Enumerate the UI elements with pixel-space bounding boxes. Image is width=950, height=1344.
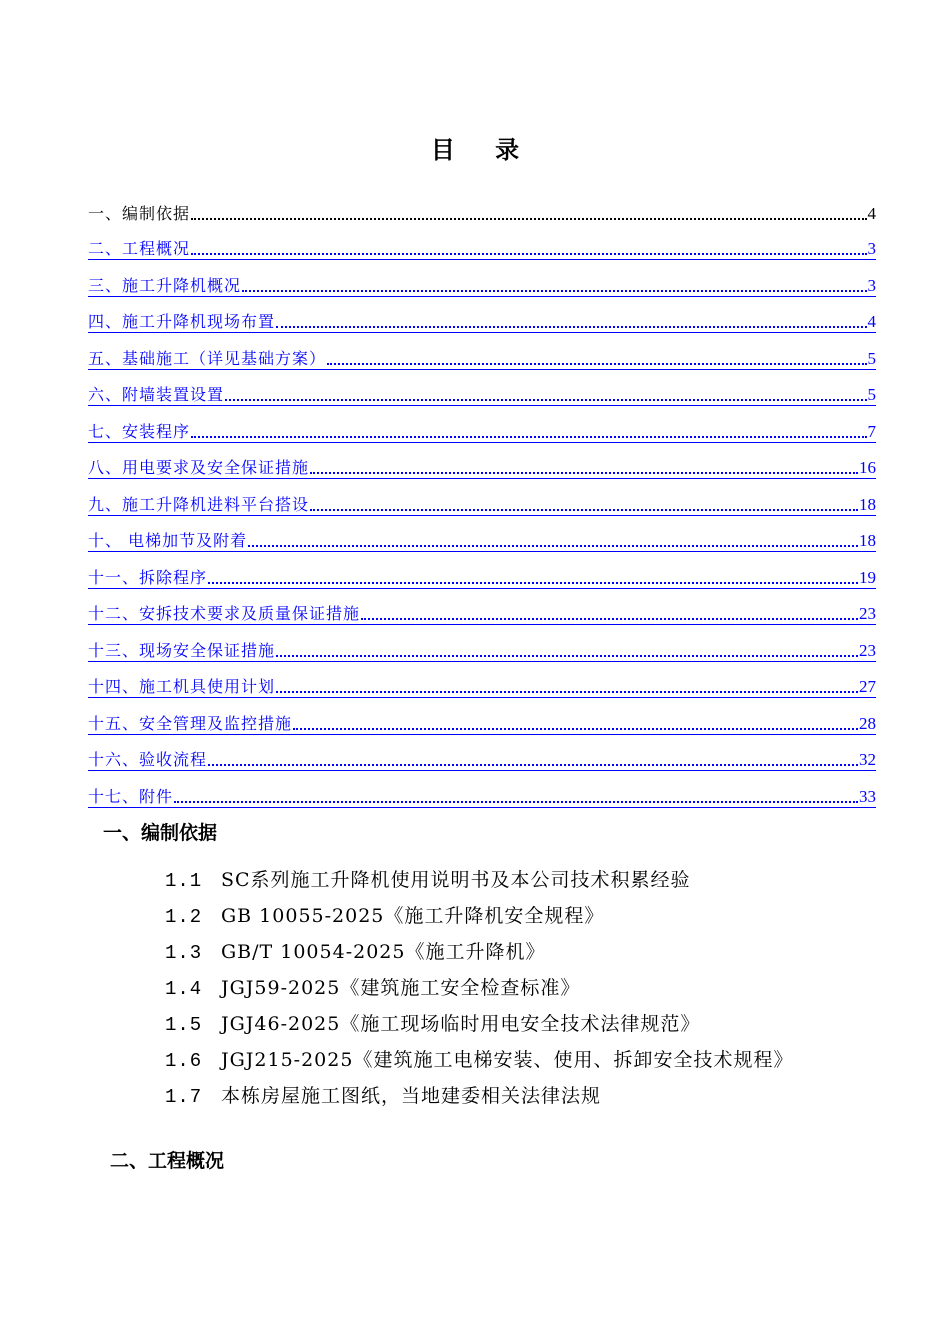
toc-entry-page: 18 — [859, 531, 876, 550]
toc-entry-page: 5 — [867, 348, 876, 368]
toc-entry-page: 16 — [859, 458, 876, 477]
basis-item-text: JGJ46-2025《施工现场临时用电安全技术法律规范》 — [221, 1013, 701, 1035]
toc-entry[interactable] — [88, 625, 876, 662]
toc-entry-page: 23 — [859, 640, 876, 660]
basis-item — [165, 1006, 793, 1042]
toc-entry[interactable] — [88, 297, 876, 334]
toc-dot-leader — [276, 326, 866, 328]
basis-item-text: 本栋房屋施工图纸，当地建委相关法律法规 — [221, 1085, 602, 1107]
toc-entry[interactable] — [88, 589, 876, 626]
toc-entry[interactable] — [88, 260, 876, 297]
toc-dot-leader — [248, 545, 858, 547]
toc-dot-leader — [310, 509, 858, 511]
toc-entry-label: 二、工程概况 — [88, 239, 191, 258]
toc-entry-label: 十、 电梯加节及附着 — [88, 531, 248, 550]
toc-entry-page: 18 — [859, 494, 876, 514]
basis-item-number: 1.2 — [165, 906, 203, 928]
toc-dot-leader — [225, 399, 866, 401]
toc-entry-label: 六、附墙装置设置 — [88, 385, 225, 404]
toc-entry[interactable] — [88, 333, 876, 370]
toc-entry-label: 十六、验收流程 — [88, 750, 208, 769]
toc-entry-page: 27 — [859, 677, 876, 696]
toc-entry[interactable] — [88, 735, 876, 772]
toc-dot-leader — [242, 290, 866, 292]
basis-item-number: 1.6 — [165, 1050, 203, 1072]
basis-item-text: JGJ215-2025《建筑施工电梯安装、使用、拆卸安全技术规程》 — [221, 1049, 794, 1071]
toc-entry-label: 三、施工升降机概况 — [88, 275, 242, 295]
basis-item-number: 1.3 — [165, 942, 203, 964]
toc-dot-leader — [276, 691, 858, 693]
toc-entry-label: 一、编制依据 — [88, 203, 191, 223]
basis-item-text: JGJ59-2025《建筑施工安全检查标准》 — [221, 977, 581, 999]
toc-dot-leader — [191, 218, 866, 220]
toc-entry-label: 十七、附件 — [88, 786, 174, 806]
toc-dot-leader — [208, 582, 858, 584]
toc-entry[interactable] — [88, 479, 876, 516]
toc-entry-page: 5 — [867, 385, 876, 404]
basis-item-number: 1.1 — [165, 870, 203, 892]
toc-dot-leader — [276, 655, 858, 657]
toc-entry-label: 十二、安拆技术要求及质量保证措施 — [88, 604, 361, 623]
toc-entry-page: 4 — [867, 312, 876, 331]
basis-item — [165, 1042, 793, 1078]
toc-entry-label: 八、用电要求及安全保证措施 — [88, 458, 310, 477]
toc-entry-page: 28 — [859, 713, 876, 733]
toc-dot-leader — [191, 253, 866, 255]
toc-dot-leader — [310, 472, 858, 474]
basis-item-text: GB 10055-2025《施工升降机安全规程》 — [221, 905, 605, 927]
toc-dot-leader — [327, 363, 866, 365]
toc-entry-label: 四、施工升降机现场布置 — [88, 312, 276, 331]
toc-entry-page: 33 — [859, 786, 876, 806]
toc-entry[interactable] — [88, 224, 876, 261]
toc-entry[interactable] — [88, 516, 876, 553]
toc-entry-page: 19 — [859, 567, 876, 587]
toc-entry-page: 32 — [859, 750, 876, 769]
toc-entry-page: 3 — [867, 239, 876, 258]
toc-dot-leader — [191, 436, 866, 438]
basis-item — [165, 862, 793, 898]
toc-entry[interactable] — [88, 771, 876, 808]
toc-dot-leader — [208, 764, 858, 766]
toc-entry[interactable] — [88, 188, 876, 224]
toc-entry[interactable] — [88, 406, 876, 443]
toc-dot-leader — [361, 618, 858, 620]
basis-list — [165, 862, 793, 1114]
toc-entry[interactable] — [88, 698, 876, 735]
basis-item-text: SC系列施工升降机使用说明书及本公司技术积累经验 — [221, 869, 691, 891]
toc-entry-page: 4 — [867, 203, 876, 223]
page-title: 目 录 — [430, 136, 536, 164]
toc-entry-label: 十五、安全管理及监控措施 — [88, 713, 293, 733]
basis-item-number: 1.4 — [165, 978, 203, 1000]
toc-entry-page: 7 — [867, 421, 876, 441]
basis-item-number: 1.5 — [165, 1014, 203, 1036]
toc-entry-label: 七、安装程序 — [88, 421, 191, 441]
section-heading-basis: 一、编制依据 — [103, 822, 218, 844]
toc-entry-label: 十四、施工机具使用计划 — [88, 677, 276, 696]
toc-entry[interactable] — [88, 443, 876, 480]
toc-entry-label: 九、施工升降机进料平台搭设 — [88, 494, 310, 514]
basis-item — [165, 934, 793, 970]
toc-entry-page: 3 — [867, 275, 876, 295]
toc-entry[interactable] — [88, 662, 876, 699]
toc-dot-leader — [293, 728, 858, 730]
toc-dot-leader — [174, 801, 858, 803]
basis-item — [165, 970, 793, 1006]
section-heading-overview: 二、工程概况 — [110, 1150, 225, 1172]
toc-entry-label: 十三、现场安全保证措施 — [88, 640, 276, 660]
table-of-contents — [88, 188, 876, 808]
toc-entry-label: 五、基础施工（详见基础方案） — [88, 348, 327, 368]
toc-entry-label: 十一、拆除程序 — [88, 567, 208, 587]
basis-item — [165, 1078, 793, 1114]
toc-entry[interactable] — [88, 552, 876, 589]
toc-entry[interactable] — [88, 370, 876, 407]
basis-item-number: 1.7 — [165, 1086, 203, 1108]
basis-item — [165, 898, 793, 934]
basis-item-text: GB/T 10054-2025《施工升降机》 — [221, 941, 546, 963]
toc-entry-page: 23 — [859, 604, 876, 623]
